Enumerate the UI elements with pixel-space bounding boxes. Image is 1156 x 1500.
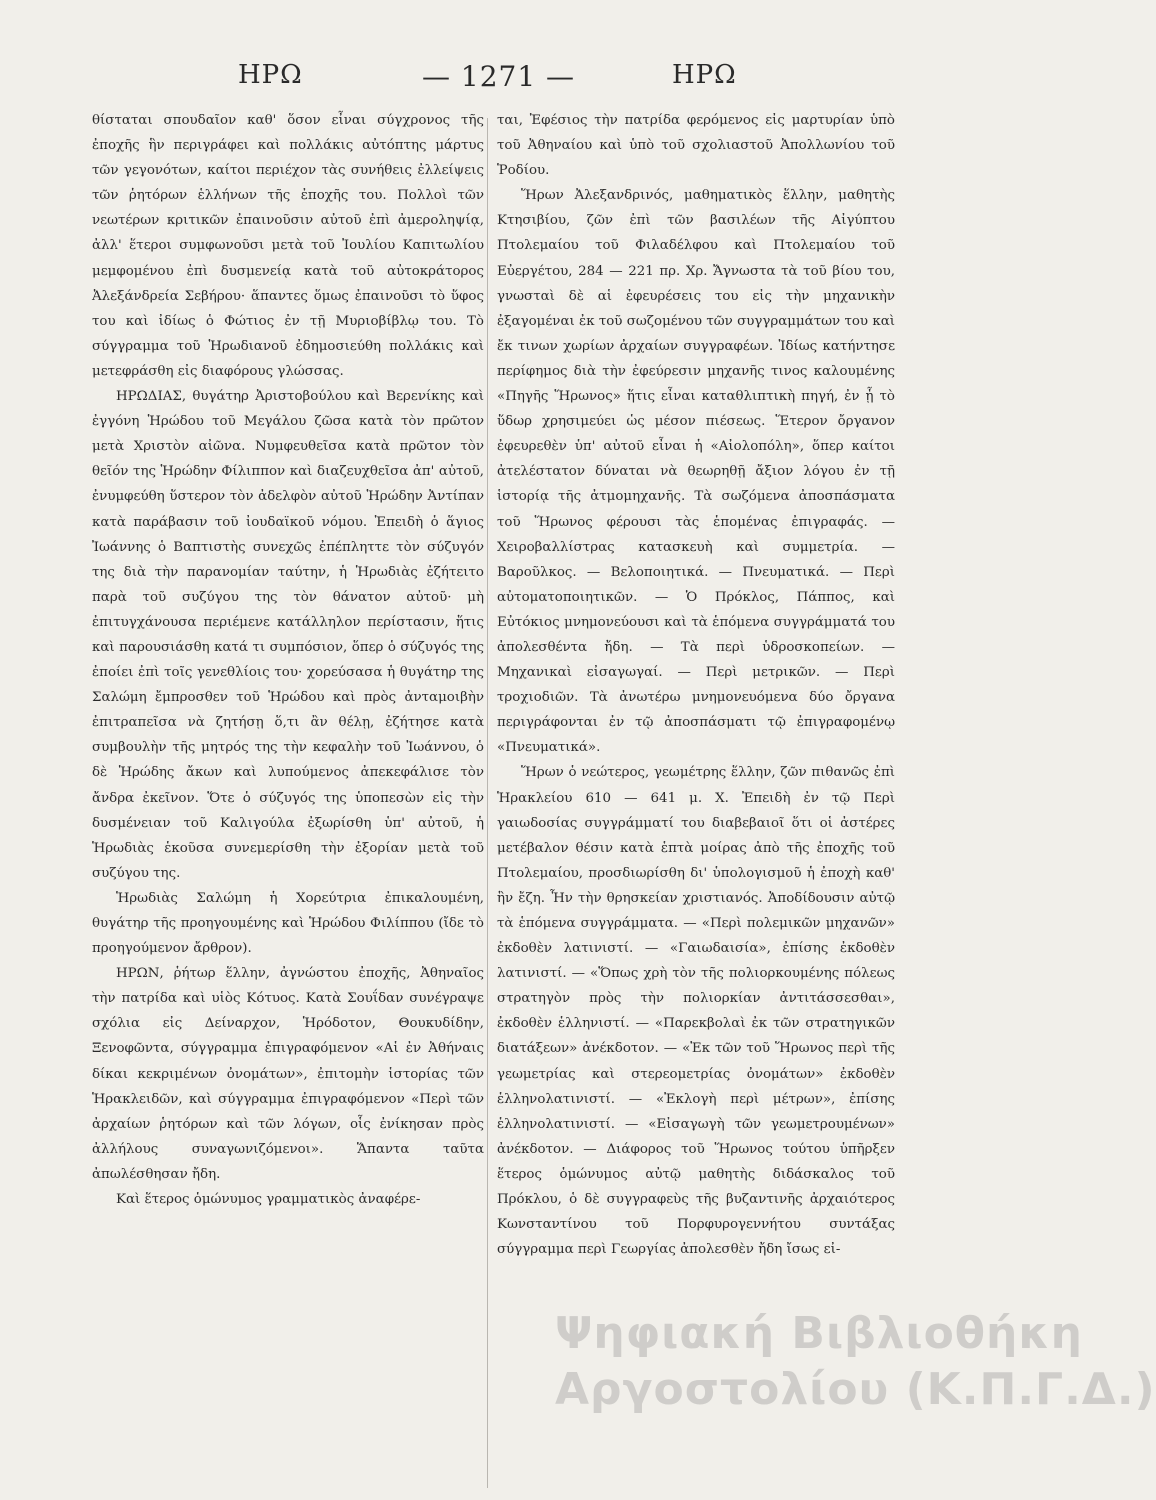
paragraph: ται, Ἐφέσιος τὴν πατρίδα φερόμενος εἰς μαρτυρίαν ὑπὸ τοῦ Ἀθηναίου καὶ ὑπὸ τοῦ σχολιαστοῦ Ἀπολλωνίου τοῦ Ῥοδίου. — [497, 113, 895, 179]
entry-salome: Ἡρωδιὰς Σαλώμη ἡ Χορεύτρια ἐπικαλουμένη, θυγάτηρ τῆς προηγουμένης καὶ Ἡρώδου Φιλίππου (ἴδε τὸ προηγούμενον ἄρθρον). — [92, 890, 484, 957]
column-divider — [487, 118, 488, 1488]
right-column — [497, 108, 895, 1488]
watermark-line: Αργοστολίου (Κ.Π.Γ.Δ.) — [555, 1364, 1156, 1415]
paragraph: Καὶ ἕτερος ὁμώνυμος γραμματικὸς ἀναφέρε- — [116, 1192, 421, 1208]
page-number: — 1271 — — [422, 60, 576, 93]
header-left-keyword: ΗΡΩ — [238, 60, 303, 90]
header-right-keyword: ΗΡΩ — [672, 60, 737, 90]
left-column — [92, 108, 484, 1488]
watermark-line: Ψηφιακή Βιβλιοθήκη — [555, 1308, 1083, 1359]
entry-heron-rhetor: ΗΡΩΝ, ῥήτωρ ἕλλην, ἀγνώστου ἐποχῆς, Ἀθηναῖος τὴν πατρίδα καὶ υἱὸς Κότυος. Κατὰ Σουΐδαν συνέγραψε σχόλια εἰς Δείναρχον, Ἡρόδοτον, Θουκυδίδην, Ξενοφῶντα, σύγγραμμα ἐπιγραφόμενον «Αἱ ἐν Ἀθήναις δίκαι κεκριμένων ὀνομάτων», ἐπιτομὴν ἱστορίας τῶν Ἡρακλειδῶν, καὶ σύγγραμμα ἐπιγραφόμενον «Περὶ τῶν ἀρχαίων ῥητόρων καὶ τῶν λόγων, οἷς ἐνίκησαν πρὸς ἀλλήλους συναγωνιζόμενοι». Ἅπαντα ταῦτα ἀπωλέσθησαν ἤδη. — [92, 966, 484, 1182]
paragraph: θίσταται σπουδαῖον καθ' ὅσον εἶναι σύγχρονος τῆς ἐποχῆς ἣν περιγράφει καὶ πολλάκις αὐτόπτης μάρτυς τῶν γεγονότων, καίτοι περιέχον τὰς συνήθεις ἐλλείψεις τῶν ῥητόρων ἑλλήνων τῆς ἐποχῆς του. Πολλοὶ τῶν νεωτέρων κριτικῶν ἐπαινοῦσιν αὐτοῦ ἐπὶ ἀμεροληψίᾳ, ἀλλ' ἕτεροι συμφωνοῦσι μετὰ τοῦ Ἰουλίου Καπιτωλίου μεμφομένου ἐπὶ δυσμενείᾳ κατὰ τοῦ αὐτοκράτορος Ἀλεξάνδρεία Σεβήρου· ἅπαντες ὅμως ἐπαινοῦσι τὸ ὕφος του καὶ ἰδίως ὁ Φώτιος ἐν τῇ Μυριοβίβλῳ του. Τὸ σύγγραμμα τοῦ Ἡρωδιανοῦ ἐδημοσιεύθη πολλάκις καὶ μετεφράσθη εἰς διαφόρους γλώσσας. — [92, 113, 484, 379]
entry-herodias: ΗΡΩΔΙΑΣ, θυγάτηρ Ἀριστοβούλου καὶ Βερενίκης καὶ ἐγγόνη Ἡρώδου τοῦ Μεγάλου ζῶσα κατὰ τὸν πρῶτον μετὰ Χριστὸν αἰῶνα. Νυμφευθεῖσα κατὰ πρῶτον τὸν θεῖόν της Ἡρώδην Φίλιππον καὶ διαζευχθεῖσα ἀπ' αὐτοῦ, ἐνυμφεύθη ὕστερον τὸν ἀδελφὸν αὐτοῦ Ἡρώδην Ἀντίπαν κατὰ παράβασιν τοῦ ἰουδαϊκοῦ νόμου. Ἐπειδὴ ὁ ἅγιος Ἰωάννης ὁ Βαπτιστὴς συνεχῶς ἐπέπληττε τὸν σύζυγόν της διὰ τὴν παρανομίαν ταύτην, ἡ Ἡρωδιὰς ἐζήτειτο παρὰ τοῦ συζύγου της τὸν θάνατον αὐτοῦ· μὴ ἐπιτυγχάνουσα περιέμενε κατάλληλον περίστασιν, ἥτις καὶ παρουσιάσθη κατά τι συμπόσιον, ὅπερ ὁ σύζυγός της ἐποίει ἐπὶ τοῖς γενεθλίοις του· χορεύσασα ἡ θυγάτηρ της Σαλώμη ἔμπροσθεν τοῦ Ἡρώδου καὶ πρὸς ἀνταμοιβὴν ἐπιτραπεῖσα νὰ ζητήσῃ ὅ,τι ἂν θέλῃ, ἐζήτησε κατὰ συμβουλὴν τῆς μητρός της τὴν κεφαλὴν τοῦ Ἰωάννου, ὁ δὲ Ἡρώδης ἄκων καὶ λυπούμενος ἀπεκεφάλισε τὸν ἄνδρα ἐκεῖνον. Ὅτε ὁ σύζυγός της ὑποπεσὼν εἰς τὴν δυσμένειαν τοῦ Καλιγούλα ἐξωρίσθη ὑπ' αὐτοῦ, ἡ Ἡρωδιὰς ἑκοῦσα συνεμερίσθη τὴν ἐξορίαν μετὰ τοῦ συζύγου της. — [92, 389, 484, 881]
running-header — [0, 60, 1027, 106]
entry-heron-younger: Ἥρων ὁ νεώτερος, γεωμέτρης ἕλλην, ζῶν πιθανῶς ἐπὶ Ἡρακλείου 610 — 641 μ. Χ. Ἐπειδὴ ἐν τῷ Περὶ γαιωδοσίας συγγράμματί του διαβεβαιοῖ ὅτι οἱ ἀστέρες μετέβαλον θέσιν κατὰ ἑπτὰ μοίρας ἀπὸ τῆς ἐποχῆς τοῦ Πτολεμαίου, προσδιωρίσθη δι' ὑπολογισμοῦ ἡ ἐποχὴ καθ' ἣν ἔζη. Ἦν τὴν θρησκείαν χριστιανός. Ἀποδίδουσιν αὐτῷ τὰ ἑπόμενα συγγράμματα. — «Περὶ πολεμικῶν μηχανῶν» ἐκδοθὲν λατινιστί. — «Γαιωδαισία», ἐπίσης ἐκδοθὲν λατινιστί. — «Ὅπως χρὴ τὸν τῆς πολιορκουμένης πόλεως στρατηγὸν πρὸς τὴν πολιορκίαν ἀντιτάσσεσθαι», ἐκδοθὲν ἑλληνιστί. — «Παρεκβολαὶ ἐκ τῶν στρατηγικῶν διατάξεων» ἀνέκδοτον. — «Ἐκ τῶν τοῦ Ἥρωνος περὶ τῆς γεωμετρίας καὶ στερεομετρίας ὀνομάτων» ἐκδοθὲν ἑλληνολατινιστί. — «Ἐκλογὴ περὶ μέτρων», ἐπίσης ἑλληνολατινιστί. — «Εἰσαγωγὴ τῶν γεωμετρουμένων» ἀνέκδοτον. — Διάφορος τοῦ Ἥρωνος τούτου ὑπῆρξεν ἕτερος ὁμώνυμος αὐτῷ μαθητὴς διδάσκαλος τοῦ Πρόκλου, ὁ δὲ συγγραφεὺς τῆς βυζαντινῆς ἀρχαιότερος Κωνσταντίνου τοῦ Πορφυρογεννήτου συντάξας σύγγραμμα περὶ Γεωργίας ἀπολεσθὲν ἤδη ἴσως εἰ- — [497, 765, 895, 1258]
entry-heron-alexandrinus: Ἥρων Ἀλεξανδρινός, μαθηματικὸς ἕλλην, μαθητὴς Κτησιβίου, ζῶν ἐπὶ τῶν βασιλέων τῆς Αἰγύπτου Πτολεμαίου τοῦ Φιλαδέλφου καὶ Πτολεμαίου τοῦ Εὐεργέτου, 284 — 221 πρ. Χρ. Ἄγνωστα τὰ τοῦ βίου του, γνωσταὶ δὲ αἱ ἐφευρέσεις του εἰς τὴν μηχανικὴν ἐξαγομέναι ἐκ τοῦ σωζομένου τῶν συγγραμμάτων του καὶ ἔκ τινων χωρίων ἀρχαίων συγγραφέων. Ἰδίως κατήντησε περίφημος διὰ τὴν ἐφεύρεσιν μηχανῆς τινος καλουμένης «Πηγῆς Ἥρωνος» ἥτις εἶναι καταθλιπτικὴ πηγή, ἐν ᾗ τὸ ὕδωρ χρησιμεύει ὡς μέσον πιέσεως. Ἕτερον ὄργανον ἐφευρεθὲν ὑπ' αὐτοῦ εἶναι ἡ «Αἰολοπόλη», ὅπερ καίτοι ἀτελέστατον δύναται νὰ θεωρηθῇ ἄξιον λόγου ἐν τῇ ἱστορίᾳ τῆς ἀτμομηχανῆς. Τὰ σωζόμενα ἀποσπάσματα τοῦ Ἥρωνος φέρουσι τὰς ἑπομένας ἐπιγραφάς. — Χειροβαλλίστρας κατασκευὴ καὶ συμμετρία. — Βαροῦλκος. — Βελοποιητικά. — Πνευματικά. — Περὶ αὐτοματοποιητικῶν. — Ὁ Πρόκλος, Πάππος, καὶ Εὐτόκιος μνημονεύουσι καὶ τὰ ἑπόμενα συγγράμματά του ἀπολεσθέντα ἤδη. — Τὰ περὶ ὑδροσκοπείων. — Μηχανικαὶ εἰσαγωγαί. — Περὶ μετρικῶν. — Περὶ τροχιοδιῶν. Τὰ ἀνωτέρω μνημονευόμενα δύο ὄργανα περιγράφονται ἐν τῷ ἀποσπάσματι τῷ ἐπιγραφομένῳ «Πνευματικά». — [497, 188, 895, 756]
